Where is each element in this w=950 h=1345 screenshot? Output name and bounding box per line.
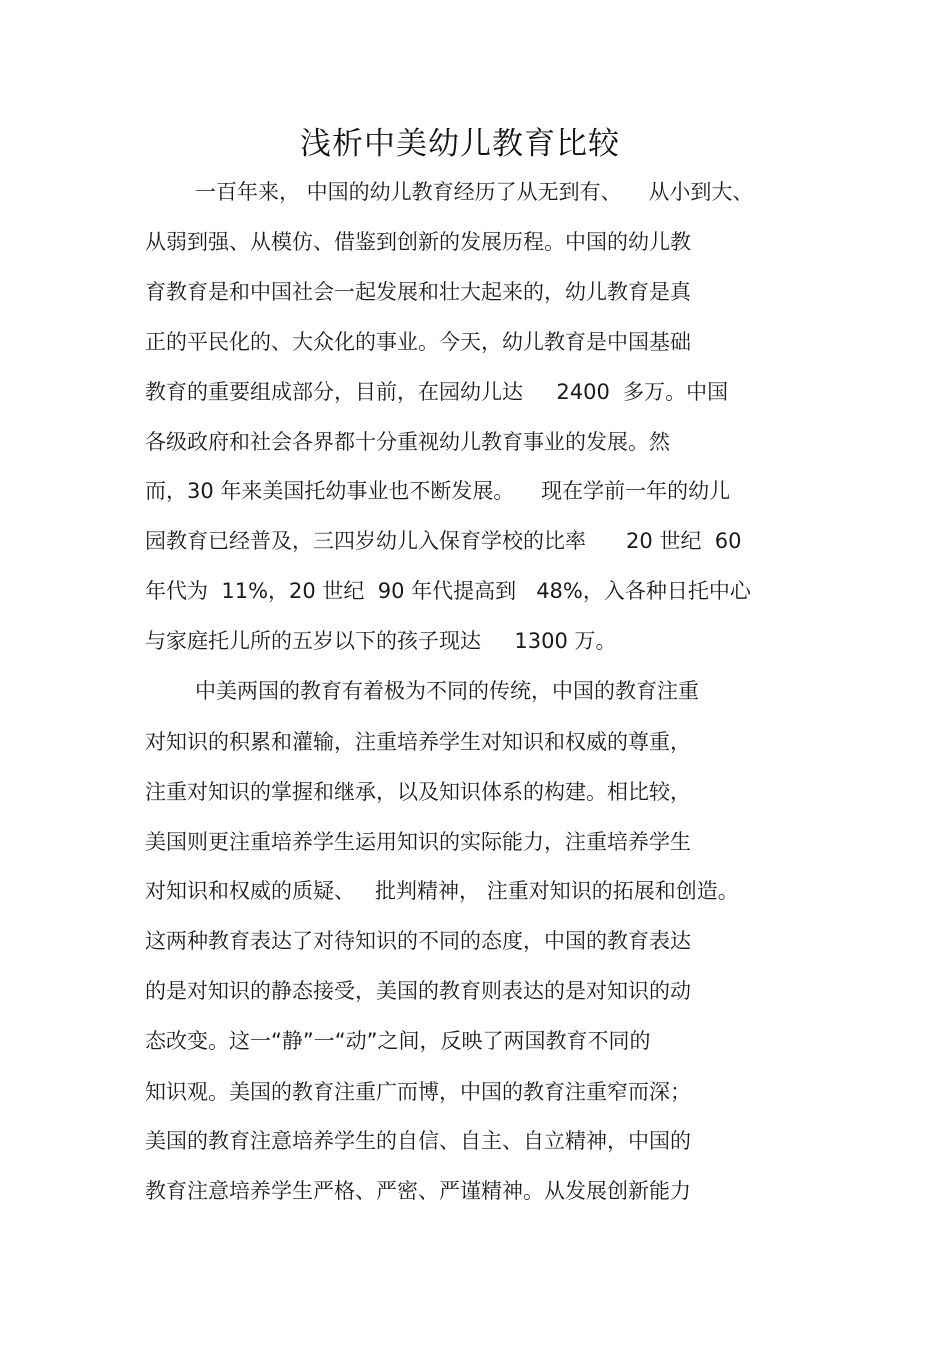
paragraph-line: 美国的教育注意培养学生的自信、自主、自立精神，中国的 <box>145 1129 691 1153</box>
paragraph-line: 对知识和权威的质疑、 批判精神， 注重对知识的拓展和创造。 <box>145 879 739 903</box>
paragraph-line: 的是对知识的静态接受，美国的教育则表达的是对知识的动 <box>145 979 691 1003</box>
paragraph-line: 正的平民化的、大众化的事业。今天，幼儿教育是中国基础 <box>145 330 691 354</box>
paragraph-line: 年代为 11%，20 世纪 90 年代提高到 48%，入各种日托中心 <box>145 579 751 603</box>
document-title: 浅析中美幼儿教育比较 <box>300 126 620 162</box>
paragraph-line: 教育注意培养学生严格、严密、严谨精神。从发展创新能力 <box>145 1179 691 1203</box>
paragraph-line: 而，30 年来美国托幼事业也不断发展。 现在学前一年的幼儿 <box>145 479 731 503</box>
paragraph-line: 从弱到强、从模仿、借鉴到创新的发展历程。中国的幼儿教 <box>145 230 691 254</box>
paragraph-line: 与家庭托儿所的五岁以下的孩子现达 1300 万。 <box>145 629 617 653</box>
paragraph-line: 育教育是和中国社会一起发展和壮大起来的，幼儿教育是真 <box>145 280 691 304</box>
paragraph-line: 注重对知识的掌握和继承，以及知识体系的构建。相比较， <box>145 780 691 804</box>
paragraph-line: 态改变。这一“静”一“动”之间，反映了两国教育不同的 <box>145 1029 651 1053</box>
paragraph-line: 各级政府和社会各界都十分重视幼儿教育事业的发展。然 <box>145 430 670 454</box>
paragraph-line: 园教育已经普及，三四岁幼儿入保育学校的比率 20 世纪 60 <box>145 529 742 553</box>
paragraph-line: 对知识的积累和灌输，注重培养学生对知识和权威的尊重， <box>145 730 691 754</box>
paragraph-line: 教育的重要组成部分，目前，在园幼儿达 2400 多万。中国 <box>145 380 729 404</box>
paragraph-line: 美国则更注重培养学生运用知识的实际能力，注重培养学生 <box>145 830 691 854</box>
paragraph-line: 这两种教育表达了对待知识的不同的态度，中国的教育表达 <box>145 929 691 953</box>
paragraph-line: 一百年来， 中国的幼儿教育经历了从无到有、 从小到大、 <box>195 180 754 204</box>
paragraph-line: 中美两国的教育有着极为不同的传统，中国的教育注重 <box>195 679 699 703</box>
paragraph-line: 知识观。美国的教育注重广而博，中国的教育注重窄而深； <box>145 1080 691 1104</box>
